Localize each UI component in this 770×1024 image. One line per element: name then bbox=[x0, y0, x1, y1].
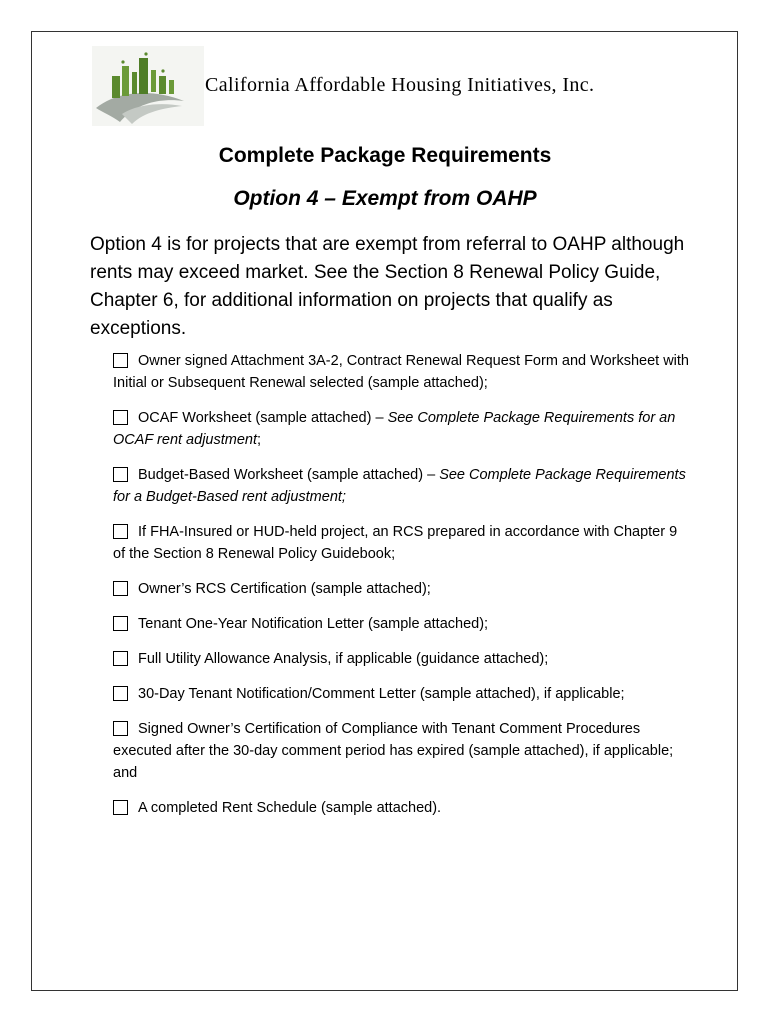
checkbox[interactable] bbox=[113, 721, 128, 736]
checklist-item bbox=[113, 718, 693, 784]
checklist-item bbox=[113, 578, 693, 600]
checklist-item-text: Budget-Based Worksheet (sample attached) – bbox=[138, 467, 440, 483]
organization-name: California Affordable Housing Initiatives, Inc. bbox=[205, 74, 595, 96]
checklist-item-text: Signed Owner’s Certification of Compliance with Tenant Comment Procedures executed after the 30-day comment period has expired (sample attached), if applicable; and bbox=[113, 721, 674, 781]
checklist-item-text: Owner signed Attachment 3A-2, Contract Renewal Request Form and Worksheet with Initial or Subsequent Renewal selected (sample attached); bbox=[113, 353, 689, 391]
organization-logo bbox=[92, 46, 204, 126]
checkbox[interactable] bbox=[113, 410, 128, 425]
checklist-item-note: See Complete Package Requirements for an OCAF rent adjustment bbox=[113, 410, 676, 448]
checklist-item-text: Owner’s RCS Certification (sample attached); bbox=[138, 581, 431, 597]
checklist-item bbox=[113, 521, 693, 565]
checkbox[interactable] bbox=[113, 800, 128, 815]
checklist-item bbox=[113, 407, 693, 451]
checklist-item-text: Full Utility Allowance Analysis, if applicable (guidance attached); bbox=[138, 651, 549, 667]
checklist-item-text: OCAF Worksheet (sample attached) – bbox=[138, 410, 388, 426]
checklist-item-text: 30-Day Tenant Notification/Comment Letter (sample attached), if applicable; bbox=[138, 686, 625, 702]
page-title: Complete Package Requirements bbox=[218, 144, 552, 167]
checkbox[interactable] bbox=[113, 616, 128, 631]
checklist-item-text: Tenant One-Year Notification Letter (sample attached); bbox=[138, 616, 489, 632]
checkbox[interactable] bbox=[113, 467, 128, 482]
intro-paragraph: Option 4 is for projects that are exempt from referral to OAHP although rents may exceed market. See the Section 8 Renewal Policy Guide, Chapter 6, for additional information on projects that qualify as exceptions. bbox=[90, 234, 685, 339]
checklist-item bbox=[113, 648, 693, 670]
requirements-checklist bbox=[113, 350, 693, 832]
checklist-item bbox=[113, 797, 693, 819]
checkbox[interactable] bbox=[113, 581, 128, 596]
checklist-item-text: If FHA-Insured or HUD-held project, an RCS prepared in accordance with Chapter 9 of the Section 8 Renewal Policy Guidebook; bbox=[113, 524, 678, 562]
page-subtitle: Option 4 – Exempt from OAHP bbox=[233, 187, 537, 210]
checklist-item-tail: ; bbox=[257, 432, 262, 448]
checkbox[interactable] bbox=[113, 524, 128, 539]
checklist-item bbox=[113, 613, 693, 635]
checklist-item bbox=[113, 464, 693, 508]
checkbox[interactable] bbox=[113, 651, 128, 666]
checklist-item bbox=[113, 350, 693, 394]
checkbox[interactable] bbox=[113, 353, 128, 368]
checklist-item-note: See Complete Package Requirements for a Budget-Based rent adjustment; bbox=[113, 467, 686, 505]
checklist-item bbox=[113, 683, 693, 705]
checkbox[interactable] bbox=[113, 686, 128, 701]
checklist-item-text: A completed Rent Schedule (sample attached). bbox=[138, 800, 442, 816]
